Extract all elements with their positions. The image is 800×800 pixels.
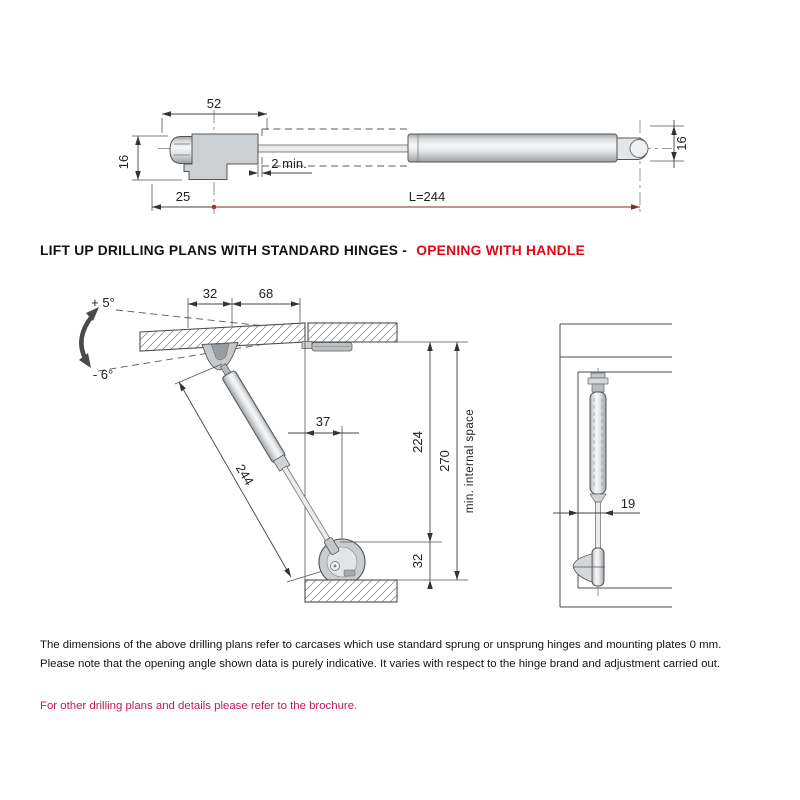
title-red: OPENING WITH HANDLE [416,243,586,258]
title-black: LIFT UP DRILLING PLANS WITH STANDARD HINGES - [40,243,408,258]
dim-270 [437,342,460,580]
svg-text:68: 68 [258,286,274,301]
dim-52 [162,96,267,133]
svg-text:32: 32 [202,286,218,301]
svg-text:270: 270 [437,450,452,472]
svg-text:224: 224 [410,431,425,453]
dim-25 [152,184,214,211]
dim-244 [175,364,339,582]
svg-text:2 min.: 2 min. [271,156,307,171]
angle-closed-label: - 6° [92,367,114,382]
svg-text:37: 37 [315,414,331,429]
svg-text:16: 16 [116,154,131,170]
dim-length [212,189,640,210]
svg-text:32: 32 [410,553,425,569]
gas-spring-body [170,134,648,180]
svg-text:52: 52 [206,96,222,111]
brochure-note: For other drilling plans and details please refer to the brochure. [40,700,358,712]
note-line-2: Please note that the opening angle shown data is purely indicative. It varies with respect to the hinge brand and adjustment carried out. [40,658,721,670]
side-view-drawing [545,300,695,630]
svg-text:19: 19 [620,496,636,511]
dim-16-right [650,120,689,168]
note-line-1: The dimensions of the above drilling plans refer to carcases which use standard sprung or unsprung hinges and mounting plates 0 mm. [40,639,722,651]
bottom-panel [305,580,397,602]
svg-text:L=244: L=244 [408,189,446,204]
internal-space-label: min. internal space [464,408,476,514]
cylinder [408,134,617,162]
front-drilling-plan [40,280,490,630]
angle-open-label: + 5° [91,295,115,310]
ball-socket [630,140,648,158]
page-title [40,243,770,258]
gas-spring-length-drawing [100,80,700,220]
dim-32-top [188,286,300,328]
fixed-top-panel [308,323,397,342]
dim-37 [288,414,359,436]
dim-224 [340,342,468,542]
svg-text:244: 244 [232,461,257,488]
svg-text:25: 25 [175,189,191,204]
hinge [302,342,352,352]
footnotes [40,636,775,716]
gas-spring-front-view [217,361,343,556]
mounting-bracket [184,134,258,180]
flap-bracket [202,343,238,371]
bracket-cap [170,137,192,164]
svg-text:16: 16 [674,136,689,151]
